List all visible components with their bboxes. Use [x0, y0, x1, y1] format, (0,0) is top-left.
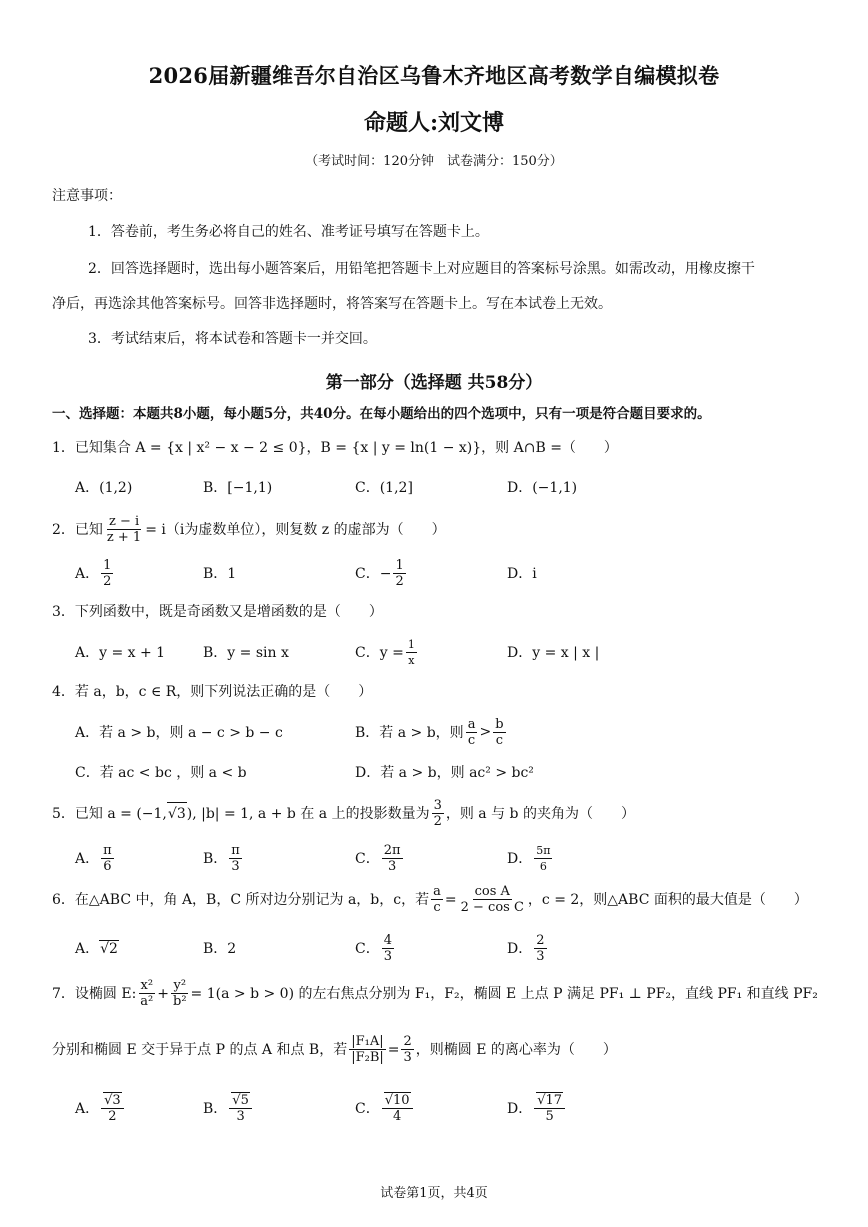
q5-option-c[interactable]: C． $\frac{2\pi}{3}$	[355, 842, 401, 874]
q4-option-b[interactable]: B．若 a > b，则 $\frac{a}{c}$ > $\frac{b}{c}$	[355, 716, 504, 748]
question-4-stem: 4．若 a，b，c ∈ R，则下列说法正确的是（ ）	[52, 684, 373, 700]
q2-stem-pre: 2．已知	[52, 521, 103, 538]
q5-option-d[interactable]: D． $\frac{5\pi}{6}$	[507, 843, 551, 873]
q7-option-a[interactable]: A． √ $\frac{3}{2}$	[75, 1088, 126, 1128]
notice-item-2-cont: 净后，再选涂其他答案标号。回答非选择题时，将答案写在答题卡上。写在本试卷上无效。	[52, 296, 612, 312]
q6-option-b[interactable]: B．2	[203, 941, 237, 957]
q1-option-a[interactable]: A．(1,2)	[75, 480, 133, 496]
q6-option-a[interactable]: A． √ 2	[75, 928, 119, 968]
question-1-options	[75, 467, 828, 507]
q1-option-d[interactable]: D．(−1,1)	[507, 480, 578, 496]
q5-sqrt: √ 3	[167, 802, 187, 825]
question-7-stem-line2: 分别和椭圆 E 交于异于点 P 的点 A 和点 B，若 $\frac{\text{|F₁A|}}{\text{|F₂B|}}$ = $\frac{2}{3}$ ，则椭圆 E 的离心率为（ ）	[52, 1034, 617, 1065]
q1-option-c[interactable]: C．(1,2]	[355, 480, 413, 496]
q2-fraction: $\frac{z - i}{z + 1}$	[106, 514, 142, 545]
q2-option-d[interactable]: D．i	[507, 566, 537, 582]
q4-option-c[interactable]: C．若 ac < bc ，则 a < b	[75, 765, 247, 781]
question-7-options	[75, 1088, 828, 1128]
q2-option-a[interactable]: A． $\frac{1}{2}$	[75, 557, 112, 589]
q4-option-a[interactable]: A．若 a > b，则 a − c > b − c	[75, 725, 283, 741]
q3-option-a[interactable]: A．y = x + 1	[75, 645, 166, 661]
notice-item-1: 1．答卷前，考生务必将自己的姓名、准考证号填写在答题卡上。	[88, 224, 489, 240]
q3-option-b[interactable]: B．y = sin x	[203, 645, 289, 661]
question-5-stem: 5．已知 a = (−1, √ 3 ), |b| = 1, a + b 在 a 上的投影数量为 $\frac{3}{2}$ ，则 a 与 b 的夹角为（ ）	[52, 798, 828, 829]
exam-author: 命题人:刘文博	[363, 110, 505, 136]
page-footer: 试卷第1页，共4页	[380, 1186, 488, 1201]
q2-stem-post: = i（i为虚数单位），则复数 z 的虚部为（ ）	[145, 521, 446, 538]
q3-option-c[interactable]: C．y = $\frac{1}{x}$	[355, 637, 415, 667]
question-2-options	[75, 553, 828, 593]
q1-option-b[interactable]: B．[−1,1)	[203, 480, 273, 496]
q7-option-c[interactable]: C． √ $\frac{10}{4}$	[355, 1088, 415, 1128]
notice-heading: 注意事项：	[52, 188, 122, 204]
exam-info: （考试时间：120分钟 试卷满分：150分）	[305, 154, 563, 169]
question-4-options-row2	[75, 752, 828, 792]
q6-option-d[interactable]: D． $\frac{2}{3}$	[507, 932, 545, 964]
exam-title: 2026届新疆维吾尔自治区乌鲁木齐地区高考数学自编模拟卷	[148, 63, 720, 88]
q7-option-d[interactable]: D． √ $\frac{17}{5}$	[507, 1088, 567, 1128]
question-6-stem: 6．在△ABC 中，角 A，B，C 所对边分别记为 a，b，c，若 $\frac{a}{c}$ = $\frac{\text{cos A}}{\text{2 − cos C}}$ ，c = 2，则△ABC 面积的最大值是（ ）	[52, 884, 808, 915]
section-instruction: 一、选择题：本题共8小题，每小题5分，共40分。在每小题给出的四个选项中，只有一项是符合题目要求的。	[52, 406, 711, 422]
section-title: 第一部分（选择题 共58分）	[325, 373, 543, 393]
q5-option-b[interactable]: B． $\frac{\pi}{3}$	[203, 842, 240, 874]
q2-option-c[interactable]: C．− $\frac{1}{2}$	[355, 557, 404, 589]
question-1-stem: 1．已知集合 A = {x | x² − x − 2 ≤ 0}，B = {x | y = ln(1 − x)}，则 A∩B =（ ）	[52, 440, 618, 456]
question-5-options	[75, 838, 828, 878]
q3-option-d[interactable]: D．y = x | x |	[507, 645, 600, 661]
question-6-options	[75, 928, 828, 968]
notice-item-2: 2．回答选择题时，选出每小题答案后，用铅笔把答题卡上对应题目的答案标号涂黑。如需改动，用橡皮擦干	[88, 261, 755, 277]
question-3-stem: 3．下列函数中，既是奇函数又是增函数的是（ ）	[52, 604, 383, 620]
q6-option-c[interactable]: C． $\frac{4}{3}$	[355, 932, 392, 964]
question-7-stem: 7．设椭圆 E: $\frac{\text{x²}}{\text{a²}}$ + $\frac{\text{y²}}{\text{b²}}$ = 1(a > b > 0) 的左右焦点分别为 F₁，F₂，椭圆 E 上点 P 满足 PF₁ ⊥ PF₂，直线 PF₁ 和直线 PF₂	[52, 978, 818, 1009]
question-4-options-row1	[75, 712, 828, 752]
question-3-options	[75, 632, 828, 672]
notice-item-3: 3．考试结束后，将本试卷和答题卡一并交回。	[88, 331, 377, 347]
question-2-stem	[52, 514, 828, 545]
q4-option-d[interactable]: D．若 a > b，则 ac² > bc²	[355, 765, 534, 781]
q2-option-b[interactable]: B．1	[203, 566, 237, 582]
q5-option-a[interactable]: A． $\frac{\pi}{6}$	[75, 842, 112, 874]
q7-option-b[interactable]: B． √ $\frac{5}{3}$	[203, 1088, 254, 1128]
